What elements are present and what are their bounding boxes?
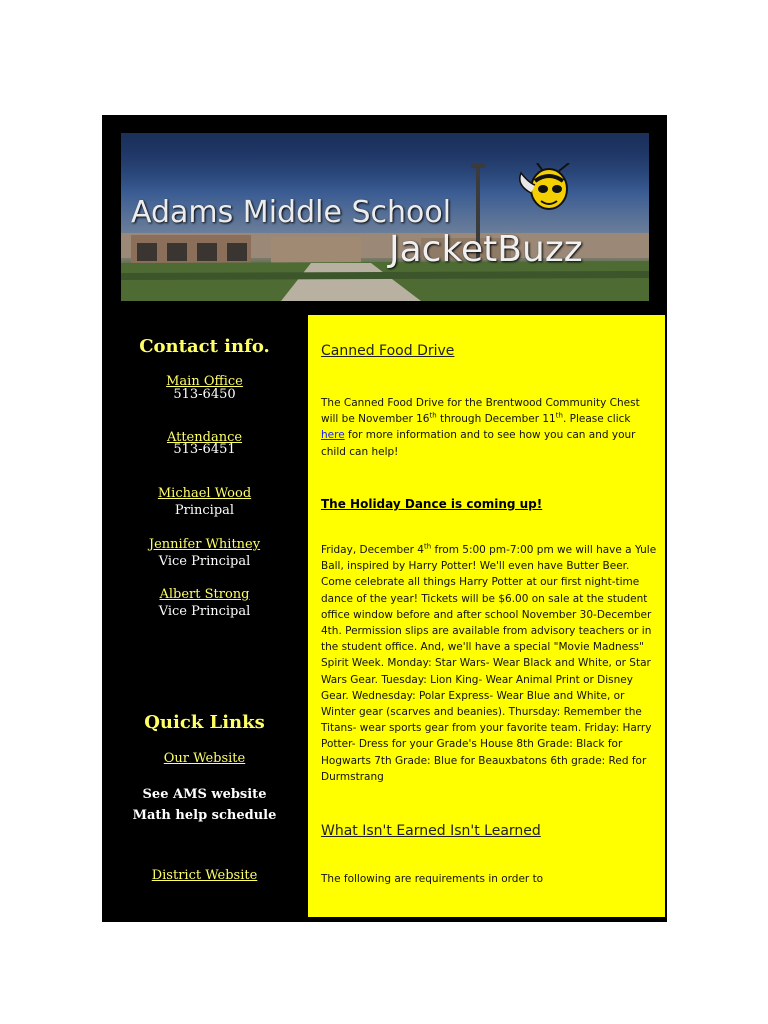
canned-food-paragraph [321,395,657,460]
vice-principal-1-title: Vice Principal [158,554,251,569]
contact-info-heading: Contact info. [139,336,270,357]
main-content [308,315,665,917]
quick-links-heading: Quick Links [144,712,265,733]
principal-title: Principal [174,503,235,518]
main-office-phone: 513-6450 [173,387,236,402]
district-website-link[interactable]: District Website [151,868,258,883]
holiday-dance-heading: The Holiday Dance is coming up! [321,497,543,511]
holiday-dance-paragraph [321,542,657,785]
canned-text-3: . Please click [562,413,631,426]
canned-sup-1: th [429,411,437,420]
newsletter [102,115,667,922]
dance-sup: th [423,542,432,551]
vice-principal-2-title: Vice Principal [158,604,251,619]
banner-title: Adams Middle School [131,195,452,230]
math-help-schedule-text: Math help schedule [132,808,277,823]
principal-name-link[interactable]: Michael Wood [157,486,252,501]
dance-text-2: from 5:00 pm-7:00 pm we will have a Yule Ball, inspired by Harry Potter! We'll even have Butter Beer. Come celebrate all things Harry Potter at our first night-time dance of the year! Tickets will be $6.00 on sale at the student office window before and after school November 30-December 4th. Permission slips are available from advisory teachers or in the student office. And, we'll have a special "Movie Madness" Spirit Week. Monday: Star Wars- Wear Black and White, or Star Wars Gear. Tuesday: Lion King- Wear Animal Print or Disney Gear. Wednesday: Polar Express- Wear Blue and White, or Winter gear (scarves and beanies). Thursday: Remember the Titans- wear sports gear from your favorite team. Friday: Harry Potter- Dress for your Grade's House 8th Grade: Black for Hogwarts 7th Grade: Blue for Beauxbatons 6th grade: Red for Durmstrang [321,544,657,783]
main-office-link[interactable]: Main Office [166,374,243,389]
canned-food-here-link[interactable]: here [321,429,345,442]
our-website-link[interactable]: Our Website [163,751,246,766]
canned-text-4: for more information and to see how you can and your child can help! [321,429,636,458]
canned-sup-2: th [555,411,563,420]
dance-text-1: Friday, December 4 [321,544,424,556]
earned-learned-heading: What Isn't Earned Isn't Learned [321,823,541,839]
attendance-link[interactable]: Attendance [166,430,243,445]
vice-principal-1-link[interactable]: Jennifer Whitney [148,537,261,552]
canned-text-1: The Canned Food Drive for the Brentwood Community Chest will be November 16 [321,397,640,426]
ams-website-text: See AMS website [142,787,267,802]
earned-learned-paragraph: The following are requirements in order to [321,873,544,885]
sidebar [102,318,307,918]
vice-principal-2-link[interactable]: Albert Strong [159,587,250,602]
banner-subtitle: JacketBuzz [389,229,583,270]
attendance-phone: 513-6451 [173,442,236,457]
canned-text-2: through December 11 [436,413,556,426]
canned-food-heading: Canned Food Drive [321,343,455,359]
header-banner [121,133,649,301]
yellow-jacket-mascot-icon [511,163,581,223]
